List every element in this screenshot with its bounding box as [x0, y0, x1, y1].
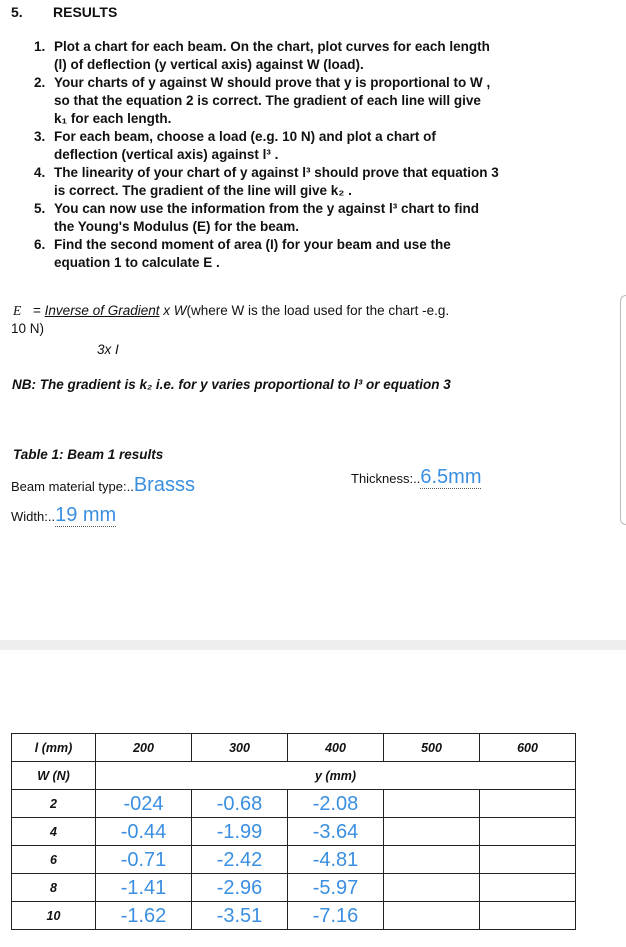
deflection-cell: -2.42 [192, 846, 288, 874]
thickness-label: Thickness:.. [351, 471, 421, 486]
deflection-cell [480, 874, 576, 902]
step-line: Plot a chart for each beam. On the chart, plot curves for each length [54, 39, 490, 54]
deflection-cell: -1.62 [96, 902, 192, 930]
step-item [34, 38, 604, 74]
table-header-row [12, 734, 576, 762]
deflection-cell: -3.64 [288, 818, 384, 846]
load-cell: 2 [12, 790, 96, 818]
deflection-cell [384, 846, 480, 874]
table-subheader-row [12, 762, 576, 790]
thickness-value: 6.5mm [420, 466, 482, 488]
deflection-cell [384, 874, 480, 902]
width-field [11, 504, 116, 527]
formula-eq: = [33, 303, 41, 318]
step-number: 4. [34, 165, 46, 180]
deflection-cell [384, 790, 480, 818]
page-separator [0, 640, 626, 650]
section-title: RESULTS [53, 4, 118, 20]
step-line: The linearity of your chart of y against l³ should prove that equation 3 [54, 165, 499, 180]
step-line: For each beam, choose a load (e.g. 10 N) and plot a chart of [54, 129, 436, 144]
steps-list [34, 38, 604, 272]
load-cell: 6 [12, 846, 96, 874]
deflection-cell: -2.96 [192, 874, 288, 902]
deflection-cell: -1.99 [192, 818, 288, 846]
load-cell: 4 [12, 818, 96, 846]
step-number: 2. [34, 75, 46, 90]
step-line: You can now use the information from the y against l³ chart to find [54, 201, 480, 216]
step-item [34, 236, 604, 272]
deflection-cell: -7.16 [288, 902, 384, 930]
step-line: deflection (vertical axis) against l³ . [54, 147, 279, 162]
formula-numerator: Inverse of Gradient [44, 303, 160, 318]
results-table [11, 733, 576, 930]
deflection-cell: -1.41 [96, 874, 192, 902]
deflection-cell [384, 902, 480, 930]
nb-note: NB: The gradient is k₂ i.e. for y varies proportional to l³ or equation 3 [12, 377, 451, 392]
header-cell: 300 [192, 734, 288, 762]
step-item [34, 128, 604, 164]
deflection-cell [480, 902, 576, 930]
width-value: 19 mm [55, 504, 117, 526]
material-label: Beam material type:.. [11, 479, 134, 494]
step-item [34, 164, 604, 200]
deflection-cell [480, 846, 576, 874]
step-line: Find the second moment of area (I) for your beam and use the [54, 237, 451, 252]
section-number: 5. [11, 4, 23, 20]
step-number: 6. [34, 237, 46, 252]
step-number: 5. [34, 201, 46, 216]
deflection-cell: -0.71 [96, 846, 192, 874]
formula-line [13, 302, 449, 320]
deflection-cell: -4.81 [288, 846, 384, 874]
header-cell: 500 [384, 734, 480, 762]
thickness-field [351, 466, 481, 489]
deflection-cell: -5.97 [288, 874, 384, 902]
formula-note2: 10 N) [11, 321, 45, 336]
material-value: Brasss [133, 474, 195, 496]
table-row [12, 790, 576, 818]
table-row [12, 874, 576, 902]
header-cell: 400 [288, 734, 384, 762]
deflection-cell [384, 818, 480, 846]
header-cell: 200 [96, 734, 192, 762]
next-page-edge [620, 295, 626, 525]
width-label: Width:.. [11, 509, 56, 524]
step-line: k₁ for each length. [54, 111, 172, 126]
deflection-cell: -3.51 [192, 902, 288, 930]
deflection-cell: -0.44 [96, 818, 192, 846]
deflection-cell: -024 [96, 790, 192, 818]
table-row [12, 846, 576, 874]
step-line: the Young's Modulus (E) for the beam. [54, 219, 299, 234]
header-cell: l (mm) [12, 734, 96, 762]
table-row [12, 902, 576, 930]
deflection-cell: -0.68 [192, 790, 288, 818]
formula-denominator: 3x I [97, 342, 119, 357]
material-field [11, 474, 195, 497]
step-item [34, 74, 604, 128]
subheader-left: W (N) [12, 762, 96, 790]
subheader-right: y (mm) [96, 762, 576, 790]
step-line: so that the equation 2 is correct. The gradient of each line will give [54, 93, 481, 108]
step-line: is correct. The gradient of the line will give k₂ . [54, 183, 352, 198]
deflection-cell [480, 818, 576, 846]
table-row [12, 818, 576, 846]
formula-lhs: E [13, 303, 22, 318]
header-cell: 600 [480, 734, 576, 762]
load-cell: 10 [12, 902, 96, 930]
load-cell: 8 [12, 874, 96, 902]
step-number: 3. [34, 129, 46, 144]
step-line: (l) of deflection (y vertical axis) against W (load). [54, 57, 364, 72]
step-line: Your charts of y against W should prove that y is proportional to W , [54, 75, 491, 90]
deflection-cell: -2.08 [288, 790, 384, 818]
step-line: equation 1 to calculate E . [54, 255, 220, 270]
step-number: 1. [34, 39, 46, 54]
formula-times: x W [163, 303, 187, 318]
step-item [34, 200, 604, 236]
formula-note: (where W is the load used for the chart -e.g. [186, 303, 450, 318]
deflection-cell [480, 790, 576, 818]
table-caption: Table 1: Beam 1 results [13, 447, 164, 462]
